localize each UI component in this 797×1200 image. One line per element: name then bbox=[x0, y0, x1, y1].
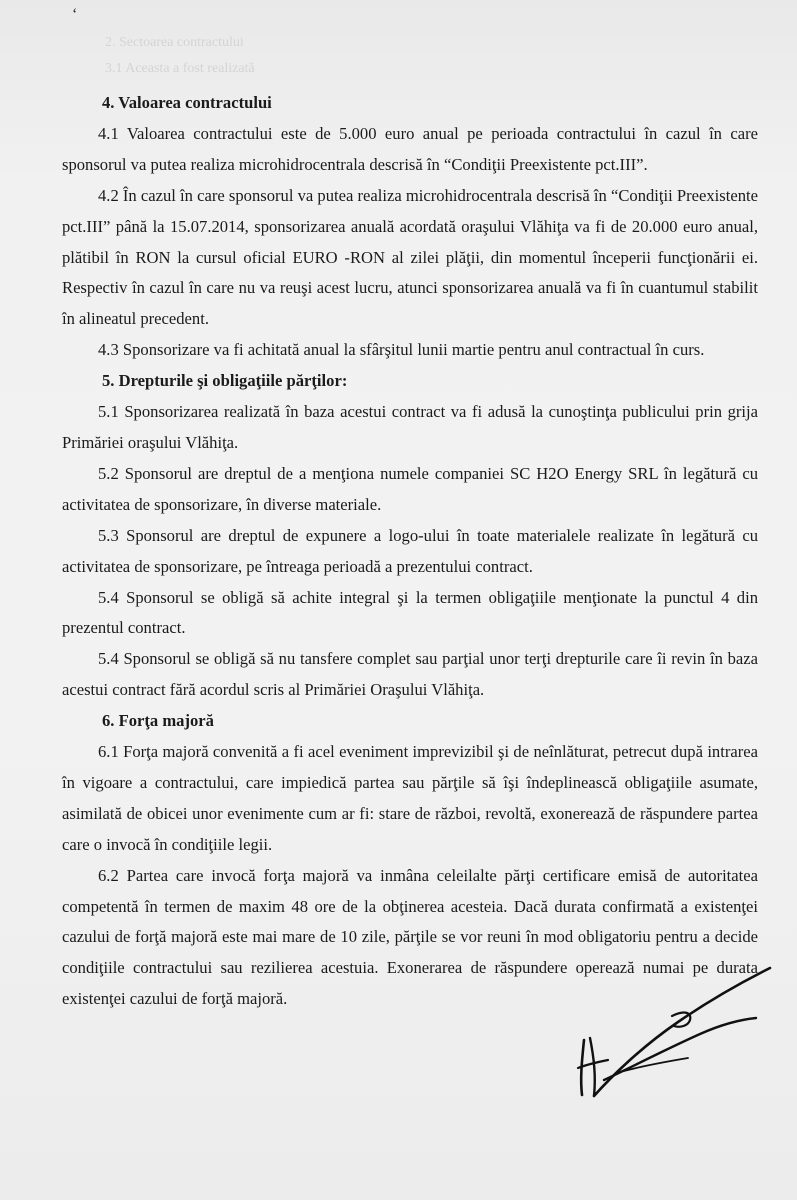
section-4-heading: 4. Valoarea contractului bbox=[102, 93, 272, 112]
paragraph-4-2: 4.2 În cazul în care sponsorul va putea realiza microhidrocentrala descrisă în “Condiţii Preexistente pct.III” până la 15.07.2014, sponsorizarea anuală acordată oraşului Vlăhiţa va fi de 20.000 euro anual, plătibil în RON la cursul oficial EURO -RON al zilei plăţii, din momentul începerii funcţionării ei. Respectiv în cazul în care nu va reuşi acest lucru, atunci sponsorizarea anuală va fi în cuantumul stabilit în alineatul precedent. bbox=[62, 185, 758, 329]
paragraph-5-2: 5.2 Sponsorul are dreptul de a menţiona numele companiei SC H2O Energy SRL în legătură cu activitatea de sponsorizare, în diverse materiale. bbox=[62, 463, 758, 514]
paragraph-5-3: 5.3 Sponsorul are dreptul de expunere a logo-ului în toate materialele realizate în legătură cu activitatea de sponsorizare, pe întreaga perioadă a prezentului contract. bbox=[62, 525, 758, 576]
section-5-heading: 5. Drepturile şi obligaţiile părţilor: bbox=[102, 371, 348, 391]
handwritten-signature bbox=[560, 960, 790, 1110]
corner-mark: ʻ bbox=[72, 6, 78, 23]
ghost-line: 3.1 Aceasta a fost realizată bbox=[105, 61, 255, 76]
paragraph-4-3: 4.3 Sponsorizare va fi achitată anual la sfârşitul lunii martie pentru anul contractual în curs. bbox=[98, 340, 705, 360]
ghost-line: 2. Sectoarea contractului bbox=[105, 35, 244, 50]
paragraph-5-4b: 5.4 Sponsorul se obligă să nu tansfere complet sau parţial unor terţi drepturile care îi revin în baza acestui contract fără acordul scris al Primăriei Oraşului Vlăhiţa. bbox=[62, 649, 758, 700]
paragraph-5-1: 5.1 Sponsorizarea realizată în baza acestui contract va fi adusă la cunoştinţa publicului prin grija Primăriei oraşului Vlăhiţa. bbox=[62, 402, 758, 452]
bleed-through-text bbox=[105, 30, 255, 82]
paragraph-6-2: 6.2 Partea care invocă forţa majoră va inmâna celeilalte părţi certificare emisă de autoritatea competentă în termen de maxim 48 ore de la obţinerea acesteia. Dacă durata confirmată a existenţei cazului de forţă majoră este mai mare de 10 zile, părţile se vor reuni în mod obligatoriu pentru a decide condiţiile contractului sau rezilierea acestuia. Exonerarea de răspundere operează numai pe durata existenţei cazului de forţă majoră. bbox=[62, 865, 758, 1009]
paragraph-5-4a: 5.4 Sponsorul se obligă să achite integral şi la termen obligaţiile menţionate la punctul 4 din prezentul contract. bbox=[62, 587, 758, 638]
paragraph-4-1: 4.1 Valoarea contractului este de 5.000 euro anual pe perioada contractului în cazul în care sponsorul va putea realiza microhidrocentrala descrisă în “Condiţii Preexistente pct.III”. bbox=[62, 123, 758, 174]
paragraph-6-1: 6.1 Forţa majoră convenită a fi acel eveniment imprevizibil şi de neînlăturat, petrecut după intrarea în vigoare a contractului, care impiedică partea sau părţile să îşi îndeplinească obligaţiile asumate, asimilată de obicei unor evenimente cum ar fi: stare de război, revoltă, exonerează de răspundere partea care o invocă în condiţiile legii. bbox=[62, 742, 758, 854]
contract-body bbox=[62, 88, 758, 1015]
section-6-heading: 6. Forţa majoră bbox=[102, 711, 214, 731]
